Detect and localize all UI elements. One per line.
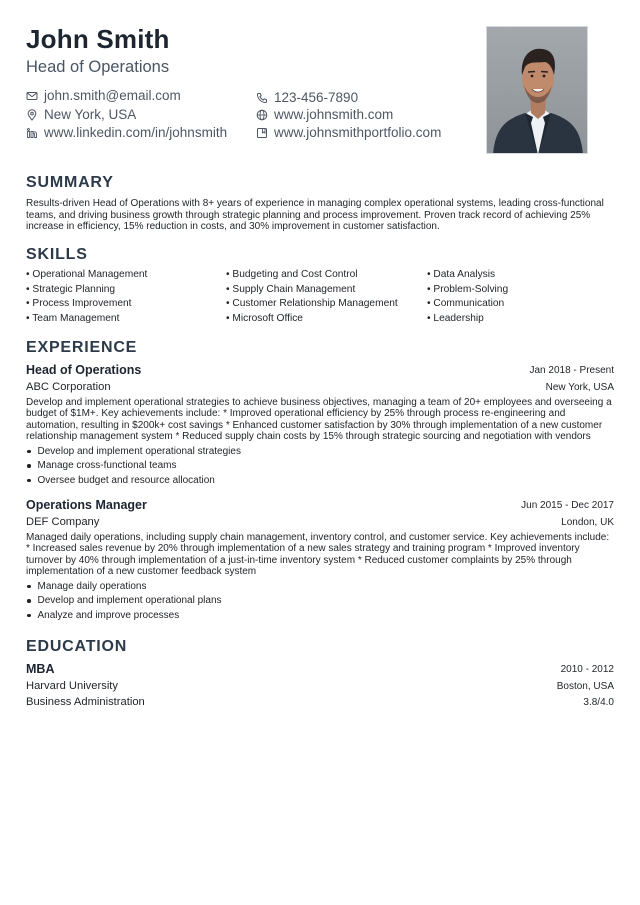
- job-company: DEF Company: [26, 516, 100, 528]
- contact-linkedin[interactable]: [26, 125, 227, 140]
- phone-icon: [256, 92, 268, 104]
- summary-text: Results-driven Head of Operations with 8+ years of experience in managing complex operational systems, leading cross-functional teams, and driving business growth through strategic planning and process improvement. Proven track record of achieving 25% increase in efficiency, 15% reduction in costs, and 30% improvement in customer satisfaction.: [26, 198, 604, 233]
- job-bullet-text: Manage daily operations: [37, 580, 147, 592]
- job-bullet: [26, 608, 614, 623]
- bullet-dot: [27, 464, 31, 468]
- contact-email-text: john.smith@email.com: [44, 88, 181, 103]
- education-heading: EDUCATION: [26, 638, 128, 655]
- education-school: Harvard University: [26, 680, 119, 692]
- email-icon: [26, 90, 38, 102]
- bullet-dot: [27, 599, 31, 603]
- education-dates: 2010 - 2012: [560, 664, 614, 675]
- job-bullets: [26, 444, 614, 488]
- contact-phone-text: 123-456-7890: [274, 90, 359, 105]
- job-bullets: [26, 579, 614, 623]
- bullet-dot: [27, 479, 31, 483]
- skill-item: • Operational Management: [26, 269, 148, 280]
- contact-website[interactable]: [256, 107, 393, 122]
- globe-icon: [256, 109, 268, 121]
- job-location: New York, USA: [545, 382, 614, 393]
- skill-item: • Microsoft Office: [226, 312, 303, 324]
- job-bullet-text: Manage cross-functional teams: [37, 460, 177, 472]
- job-bullet-text: Oversee budget and resource allocation: [37, 474, 215, 486]
- skill-item: • Data Analysis: [427, 269, 496, 280]
- education-field: Business Administration: [26, 696, 145, 708]
- skill-item: • Process Improvement: [26, 298, 132, 310]
- candidate-title: Head of Operations: [26, 58, 170, 76]
- contact-location: [26, 107, 136, 122]
- skill-item: • Team Management: [26, 312, 120, 324]
- skill-item: • Communication: [427, 298, 505, 310]
- skill-item: • Supply Chain Management: [226, 283, 356, 295]
- experience-heading: EXPERIENCE: [26, 339, 138, 356]
- bullet-dot: [27, 450, 31, 454]
- contact-linkedin-text: www.linkedin.com/in/johnsmith: [44, 125, 228, 140]
- job-title: Head of Operations: [26, 363, 142, 377]
- linkedin-icon: [26, 127, 38, 139]
- skill-item: • Leadership: [427, 312, 484, 324]
- job-bullet: [26, 459, 614, 474]
- job-bullet: [26, 444, 614, 459]
- education-gpa: 3.8/4.0: [583, 697, 614, 708]
- candidate-name: John Smith: [26, 24, 170, 54]
- contact-phone[interactable]: [256, 90, 358, 105]
- skill-item: • Customer Relationship Management: [226, 298, 398, 310]
- job-bullet: [26, 473, 614, 488]
- skills-heading: SKILLS: [26, 246, 88, 263]
- bullet-dot: [27, 614, 31, 618]
- contact-email[interactable]: [26, 88, 181, 103]
- bullet-dot: [27, 585, 31, 589]
- job-bullet-text: Develop and implement operational strategies: [37, 445, 241, 457]
- contact-portfolio[interactable]: [256, 125, 441, 140]
- portfolio-icon: [256, 127, 268, 139]
- job-description: Develop and implement operational strategies to achieve business objectives, managing a team of 20+ employees and overseeing a budget of $1M+. Key achievements include: * Improved operational efficiency by 25% through process re-engineering and automation, resulting in $200k+ cost savings * Enhanced customer satisfaction by 30% through implementation of a new customer relationship management system * Reduced supply chain costs by 15% through strategic sourcing and negotiation with vendors: [26, 397, 612, 442]
- job-bullet: [26, 594, 614, 609]
- location-icon: [26, 109, 38, 121]
- contact-portfolio-text: www.johnsmithportfolio.com: [274, 125, 442, 140]
- skill-item: • Strategic Planning: [26, 283, 116, 295]
- job-description: Managed daily operations, including supply chain management, inventory control, and customer service. Key achievements include: * Increased sales revenue by 20% through implementation of a new sales strategy and training program * Improved inventory turnover by 40% through implementation of a just-in-time inventory system * Reduced customer complaints by 25% through implementation of a new customer feedback system: [26, 532, 610, 577]
- job-bullet: [26, 579, 614, 594]
- job-location: London, UK: [561, 517, 614, 528]
- job-title: Operations Manager: [26, 498, 147, 512]
- job-bullet-text: Analyze and improve processes: [37, 609, 180, 621]
- contact-website-text: www.johnsmith.com: [274, 107, 394, 122]
- summary-heading: SUMMARY: [26, 174, 114, 191]
- skill-item: • Problem-Solving: [427, 283, 509, 295]
- education-degree: MBA: [26, 662, 55, 676]
- job-dates: Jan 2018 - Present: [529, 365, 614, 376]
- profile-photo: [486, 26, 588, 154]
- job-bullet-text: Develop and implement operational plans: [37, 595, 222, 607]
- contact-location-text: New York, USA: [44, 107, 137, 122]
- job-dates: Jun 2015 - Dec 2017: [521, 500, 614, 511]
- job-company: ABC Corporation: [26, 381, 111, 393]
- skill-item: • Budgeting and Cost Control: [226, 269, 358, 280]
- education-location: Boston, USA: [556, 681, 614, 692]
